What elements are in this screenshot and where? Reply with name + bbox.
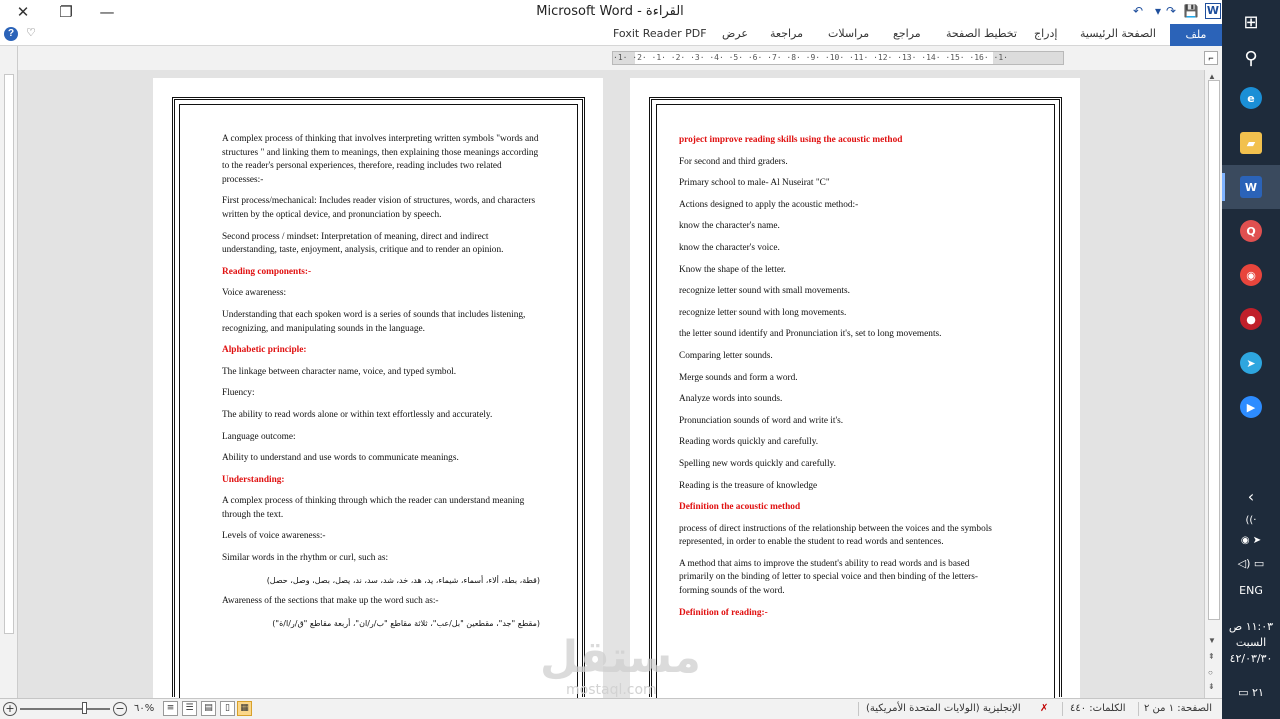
- network-icon[interactable]: ((·: [1245, 515, 1257, 526]
- outline-view-icon[interactable]: ☰: [182, 701, 197, 716]
- vertical-ruler: [0, 46, 18, 698]
- scroll-up-icon[interactable]: ▲: [1208, 72, 1216, 81]
- vertical-ruler-track[interactable]: [4, 74, 14, 634]
- paragraph[interactable]: Analyze words into sounds.: [679, 394, 783, 405]
- zoom-out-icon[interactable]: −: [113, 702, 127, 716]
- app-red-icon: ●: [1240, 308, 1262, 330]
- section-heading[interactable]: Alphabetic principle:: [222, 345, 307, 356]
- taskbar-telegram[interactable]: [1222, 341, 1280, 385]
- word-icon: W: [1240, 176, 1262, 198]
- paragraph[interactable]: process of direct instructions of the relationship between the voices and the symbols represented, in order to enable the student to read words and sentences.: [679, 523, 992, 548]
- tab-file[interactable]: ملف: [1170, 24, 1222, 46]
- notification-center[interactable]: [1222, 686, 1280, 699]
- tab-insert[interactable]: إدراج: [1034, 27, 1058, 40]
- minimize-ribbon-icon[interactable]: ♡: [26, 27, 36, 39]
- page-text[interactable]: [222, 133, 540, 638]
- paragraph[interactable]: Understanding that each spoken word is a series of sounds that includes listening, recognizing, and manipulating sounds in the language.: [222, 309, 526, 334]
- paragraph[interactable]: the letter sound identify and Pronunciation it's, set to long movements.: [679, 329, 942, 340]
- paragraph[interactable]: Similar words in the rhythm or curl, such as:: [222, 553, 389, 564]
- paragraph[interactable]: Pronunciation sounds of word and write it's.: [679, 415, 844, 426]
- telegram-icon: ➤: [1240, 352, 1262, 374]
- paragraph[interactable]: First process/mechanical: Includes reader vision of structures, words, and characters written by the optical device, and pronunciation by speech.: [222, 196, 536, 220]
- page-2[interactable]: [153, 78, 603, 698]
- clock-day[interactable]: السبت: [1235, 636, 1267, 649]
- paragraph[interactable]: Comparing letter sounds.: [679, 350, 773, 361]
- paragraph[interactable]: A method that aims to improve the student's ability to read words and is based primarily on the binding of letter to special voice and then binding of the letters-forming sounds of the word.: [679, 558, 978, 597]
- paragraph[interactable]: For second and third graders.: [679, 156, 788, 167]
- close-icon[interactable]: ✕: [16, 3, 30, 21]
- ruler-bar: [0, 46, 1222, 70]
- paragraph[interactable]: Second process / mindset: Interpretation of meaning, direct and indirect understanding, taste, enjoyment, analysis, critique and to render an opinion.: [222, 231, 504, 256]
- paragraph[interactable]: A complex process of thinking that involves interpreting written symbols "words and structures " and linking them to meanings, then explaining those meanings according to the reader's personal experiences, therefore, reading includes two related processes:-: [222, 134, 539, 185]
- zoom-slider[interactable]: [20, 708, 110, 710]
- paragraph[interactable]: Know the shape of the letter.: [679, 264, 786, 275]
- section-heading[interactable]: Definition of reading:-: [679, 607, 768, 618]
- paragraph[interactable]: Actions designed to apply the acoustic method:-: [679, 199, 859, 210]
- clock-time[interactable]: ١١:٠٣ ص: [1228, 620, 1274, 633]
- windows-icon: ⊞: [1243, 11, 1259, 33]
- tab-page-layout[interactable]: تخطيط الصفحة: [946, 27, 1017, 40]
- redo-icon[interactable]: ↷: [1165, 4, 1177, 18]
- title-bar: [0, 0, 1222, 24]
- taskbar-zoom[interactable]: [1222, 385, 1280, 429]
- tab-home[interactable]: الصفحة الرئيسية: [1080, 27, 1156, 40]
- paragraph[interactable]: recognize letter sound with long movements.: [679, 307, 847, 318]
- paragraph[interactable]: know the character's name.: [679, 221, 780, 232]
- save-icon[interactable]: 💾: [1183, 4, 1199, 18]
- document-workspace[interactable]: [18, 70, 1204, 698]
- paragraph[interactable]: Reading words quickly and carefully.: [679, 437, 819, 448]
- notification-icon: ▭: [1238, 686, 1249, 699]
- section-heading[interactable]: Definition the acoustic method: [679, 502, 801, 513]
- notification-count: ٢١: [1252, 686, 1264, 699]
- status-divider: [1062, 702, 1063, 716]
- paragraph[interactable]: Levels of voice awareness:-: [222, 531, 326, 542]
- paragraph[interactable]: recognize letter sound with small movements.: [679, 286, 850, 297]
- tab-foxit-pdf[interactable]: Foxit Reader PDF: [613, 27, 707, 40]
- full-screen-reading-icon[interactable]: ▯: [220, 701, 235, 716]
- tab-view[interactable]: عرض: [722, 27, 748, 40]
- paragraph[interactable]: know the character's voice.: [679, 242, 780, 253]
- paragraph[interactable]: Voice awareness:: [222, 288, 287, 299]
- edge-icon: e: [1240, 87, 1262, 109]
- minimize-icon[interactable]: —: [99, 3, 115, 21]
- taskbar-app-q[interactable]: [1222, 209, 1280, 253]
- paragraph[interactable]: Primary school to male- Al Nuseirat "C": [679, 178, 830, 189]
- paragraph[interactable]: Awareness of the sections that make up the word such as:-: [222, 596, 439, 607]
- language-indicator[interactable]: ENG: [1239, 584, 1263, 597]
- folder-icon: ▰: [1240, 132, 1262, 154]
- section-heading[interactable]: project improve reading skills using the acoustic method: [679, 135, 903, 145]
- windows-taskbar: [1222, 0, 1280, 719]
- paragraph[interactable]: Ability to understand and use words to communicate meanings.: [222, 453, 459, 464]
- prev-page-icon[interactable]: ⇞: [1208, 652, 1215, 661]
- arabic-example[interactable]: (مقطع "جد"، مقطعين "بل/عب"، ثلاثة مقاطع "ب/ر/ان"، أربعة مقاطع "ق/ر/ا/ة"): [272, 618, 540, 628]
- volume-icon[interactable]: ◁) ▭: [1237, 557, 1265, 570]
- paragraph[interactable]: Reading is the treasure of knowledge: [679, 480, 818, 491]
- help-icon[interactable]: ?: [4, 27, 18, 41]
- next-page-icon[interactable]: ⇟: [1208, 682, 1215, 691]
- page-count[interactable]: الصفحة: ١ من ٢: [1144, 703, 1212, 714]
- watermark-logo: مستقل: [540, 632, 701, 683]
- zoom-in-icon[interactable]: +: [3, 702, 17, 716]
- scrollbar-thumb[interactable]: [1208, 80, 1220, 620]
- paragraph[interactable]: Language outcome:: [222, 431, 296, 442]
- taskbar-file-explorer[interactable]: [1222, 121, 1280, 165]
- undo-icon[interactable]: ↶: [1132, 4, 1144, 18]
- scroll-down-icon[interactable]: ▼: [1208, 636, 1216, 645]
- taskbar-chrome[interactable]: [1222, 253, 1280, 297]
- customize-qat-icon[interactable]: ▾: [1154, 4, 1162, 18]
- paragraph[interactable]: Spelling new words quickly and carefully.: [679, 458, 836, 469]
- paragraph[interactable]: Fluency:: [222, 388, 255, 399]
- vertical-scrollbar[interactable]: [1204, 70, 1222, 698]
- tab-references[interactable]: مراجع: [893, 27, 921, 40]
- watermark-url: mostaql.com: [566, 682, 657, 698]
- taskbar-app-red[interactable]: [1222, 297, 1280, 341]
- print-layout-icon[interactable]: ▦: [237, 701, 252, 716]
- status-divider: [858, 702, 859, 716]
- clock-date[interactable]: ٤٢/٠٣/٣٠: [1229, 652, 1273, 665]
- tab-mailings[interactable]: مراسلات: [828, 27, 870, 40]
- tray-chevron-icon[interactable]: ‹: [1247, 487, 1255, 506]
- taskbar-word[interactable]: [1222, 165, 1280, 209]
- zoom-app-icon: ▶: [1240, 396, 1262, 418]
- taskbar-edge[interactable]: [1222, 76, 1280, 120]
- paragraph[interactable]: Merge sounds and form a word.: [679, 372, 798, 383]
- paragraph[interactable]: The linkage between character name, voice, and typed symbol.: [222, 366, 457, 377]
- status-bar: [0, 698, 1222, 719]
- zoom-level[interactable]: ٦٠%: [134, 703, 155, 714]
- page-1[interactable]: [630, 78, 1080, 698]
- tray-apps-icon[interactable]: ◉ ➤: [1240, 535, 1262, 546]
- app-q-icon: Q: [1240, 220, 1262, 242]
- word-count[interactable]: الكلمات: ٤٤٠: [1070, 703, 1126, 714]
- restore-icon[interactable]: ❐: [59, 3, 73, 21]
- window-title: Microsoft Word - القراءة: [536, 4, 684, 19]
- proofing-icon[interactable]: ✗: [1040, 703, 1049, 714]
- chrome-icon: ◉: [1240, 264, 1262, 286]
- language-status[interactable]: الإنجليزية (الولايات المتحدة الأمريكية): [866, 703, 1021, 714]
- horizontal-ruler[interactable]: [612, 51, 1064, 65]
- ruler-scale: ·1· ·2· ·1· ·2· ·3· ·4· ·5· ·6· ·7· ·8· ·9· ·10· ·11· ·12· ·13· ·14· ·15· ·16· ·1·: [613, 53, 1008, 62]
- arabic-example[interactable]: (قطة، بطة، ألاء، أسماء، شيماء، يد، هد، خد، شد، سد، ند، يصل، بصل، وصل، حصل): [266, 575, 540, 585]
- draft-view-icon[interactable]: ≡: [163, 701, 178, 716]
- paragraph[interactable]: The ability to read words alone or within text effortlessly and accurately.: [222, 409, 493, 420]
- search-button[interactable]: [1222, 36, 1280, 80]
- search-icon: ⚲: [1244, 47, 1258, 69]
- tab-review[interactable]: مراجعة: [770, 27, 804, 40]
- ribbon-tabs: [0, 24, 1222, 46]
- zoom-slider-thumb[interactable]: [82, 702, 87, 714]
- status-divider: [1138, 702, 1139, 716]
- section-heading[interactable]: Understanding:: [222, 474, 285, 485]
- paragraph[interactable]: A complex process of thinking through which the reader can understand meaning through the text.: [222, 496, 525, 520]
- word-logo-icon[interactable]: W: [1206, 4, 1220, 17]
- web-layout-icon[interactable]: ▤: [201, 701, 216, 716]
- browse-object-icon[interactable]: ○: [1208, 668, 1213, 677]
- page-text[interactable]: [679, 134, 995, 628]
- section-heading[interactable]: Reading components:-: [222, 266, 312, 277]
- tab-selector-icon[interactable]: ⌐: [1204, 51, 1218, 65]
